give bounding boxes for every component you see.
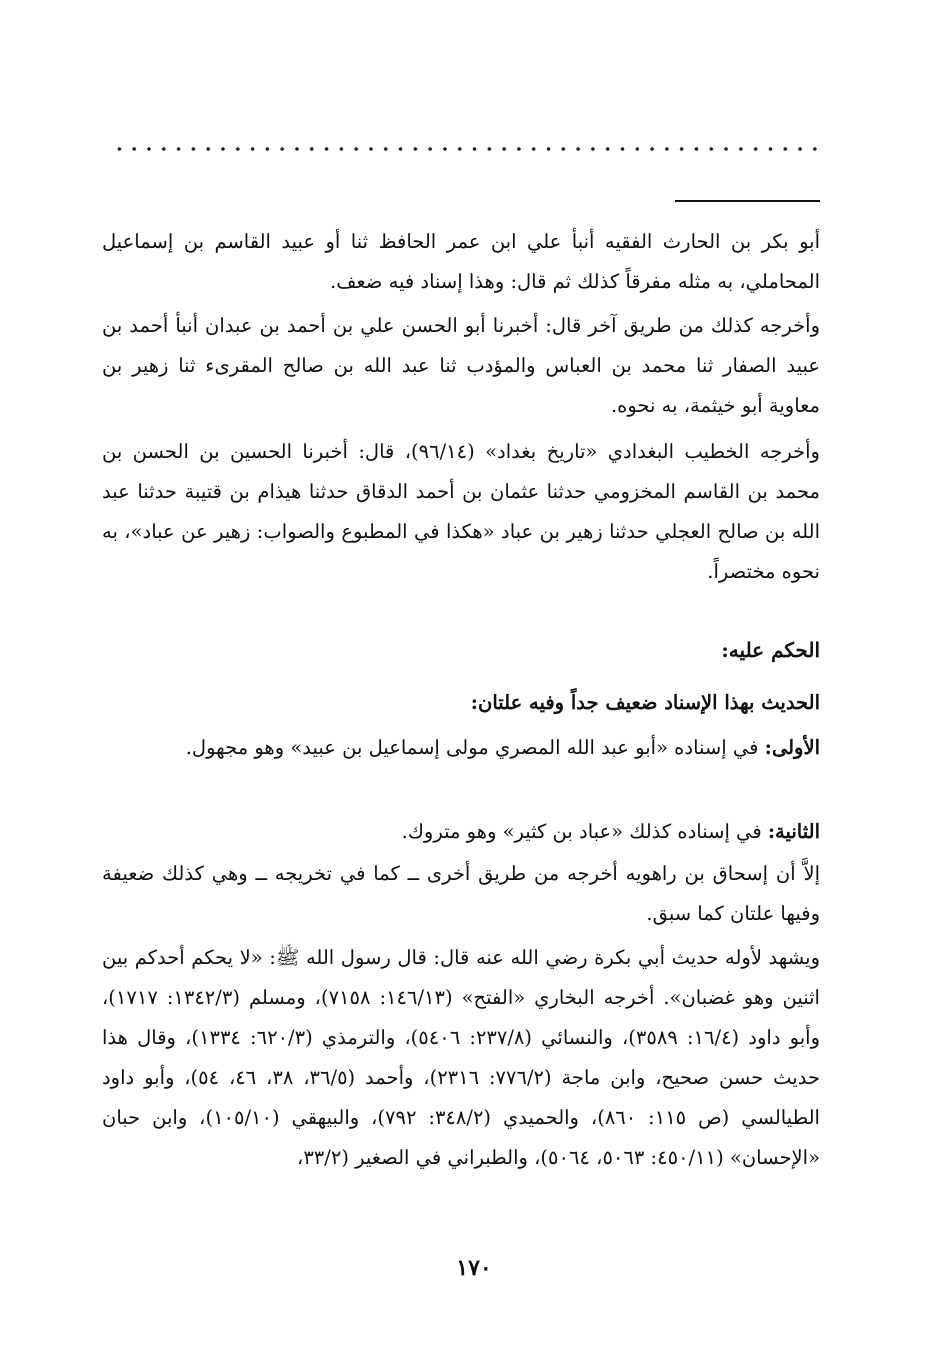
first-defect-text: في إسناده «أبو عبد الله المصري مولى إسماعيل بن عبيد» وهو مجهول. bbox=[185, 736, 759, 759]
paragraph-chain-1: أبو بكر بن الحارث الفقيه أنبأ علي ابن عمر الحافظ ثنا أو عبيد القاسم بن إسماعيل المحاملي، به مثله مفرقاً كذلك ثم قال: وهذا إسناد فيه ضعف. bbox=[102, 230, 820, 293]
paragraph-khatib: وأخرجه الخطيب البغدادي «تاريخ بغداد» (٩٦/١٤)، قال: أخبرنا الحسين بن الحسن بن محمد بن القاسم المخزومي حدثنا عثمان بن أحمد الدقاق حدثنا هيذام بن قتيبة حدثنا عبد الله بن صالح العجلي حدثنا زهير بن عباد «هكذا في المطبوع والصواب: زهير عن عباد»، به نحوه مختصراً. bbox=[102, 440, 820, 583]
dotted-separator bbox=[112, 146, 820, 152]
section-heading: الحكم عليه: bbox=[721, 638, 820, 662]
second-defect bbox=[102, 812, 820, 852]
footnote-rule bbox=[675, 200, 820, 202]
first-defect-label: الأولى: bbox=[764, 736, 820, 759]
second-defect-label: الثانية: bbox=[767, 820, 820, 843]
page-number: ١٧٠ bbox=[456, 1255, 492, 1281]
judgement-intro: الحديث بهذا الإسناد ضعيف جداً وفيه علتان: bbox=[470, 691, 820, 714]
second-defect-text: في إسناده كذلك «عباد بن كثير» وهو متروك. bbox=[401, 820, 762, 843]
paragraph-chain-2: وأخرجه كذلك من طريق آخر قال: أخبرنا أبو الحسن علي بن أحمد بن عبدان أنبأ أحمد بن عبيد الصفار ثنا محمد بن العباس والمؤدب ثنا عبد الله بن صالح المقرىء ثنا زهير بن معاوية أبو خيثمة، به نحوه. bbox=[102, 314, 820, 417]
witness-paragraph: ويشهد لأوله حديث أبي بكرة رضي الله عنه قال: قال رسول الله ﷺ: «لا يحكم أحدكم بين اثنين وهو غضبان». أخرجه البخاري «الفتح» (١٤٦/١٣: ٧١٥٨)، ومسلم (١٣٤٢/٣: ١٧١٧)، وأبو داود (١٦/٤: ٣٥٨٩)، والنسائي (٢٣٧/٨: ٥٤٠٦)، والترمذي (٦٢٠/٣: ١٣٣٤)، وقال هذا حديث حسن صحيح، وابن ماجة (٧٧٦/٢: ٢٣١٦)، وأحمد (٣٦/٥، ٣٨، ٤٦، ٥٤)، وأبو داود الطيالسي (ص ١١٥: ٨٦٠)، والحميدي (٣٤٨/٢: ٧٩٢)، والبيهقي (١٠٥/١٠)، وابن حبان «الإحسان» (٤٥٠/١١: ٥٠٦٣، ٥٠٦٤)، والطبراني في الصغير (٣٣/٢، bbox=[102, 946, 820, 1169]
first-defect bbox=[102, 728, 820, 768]
exception-paragraph: إلاَّ أن إسحاق بن راهويه أخرجه من طريق أخرى ــ كما في تخريجه ــ وهي كذلك ضعيفة وفيها علتان كما سبق. bbox=[102, 862, 820, 925]
